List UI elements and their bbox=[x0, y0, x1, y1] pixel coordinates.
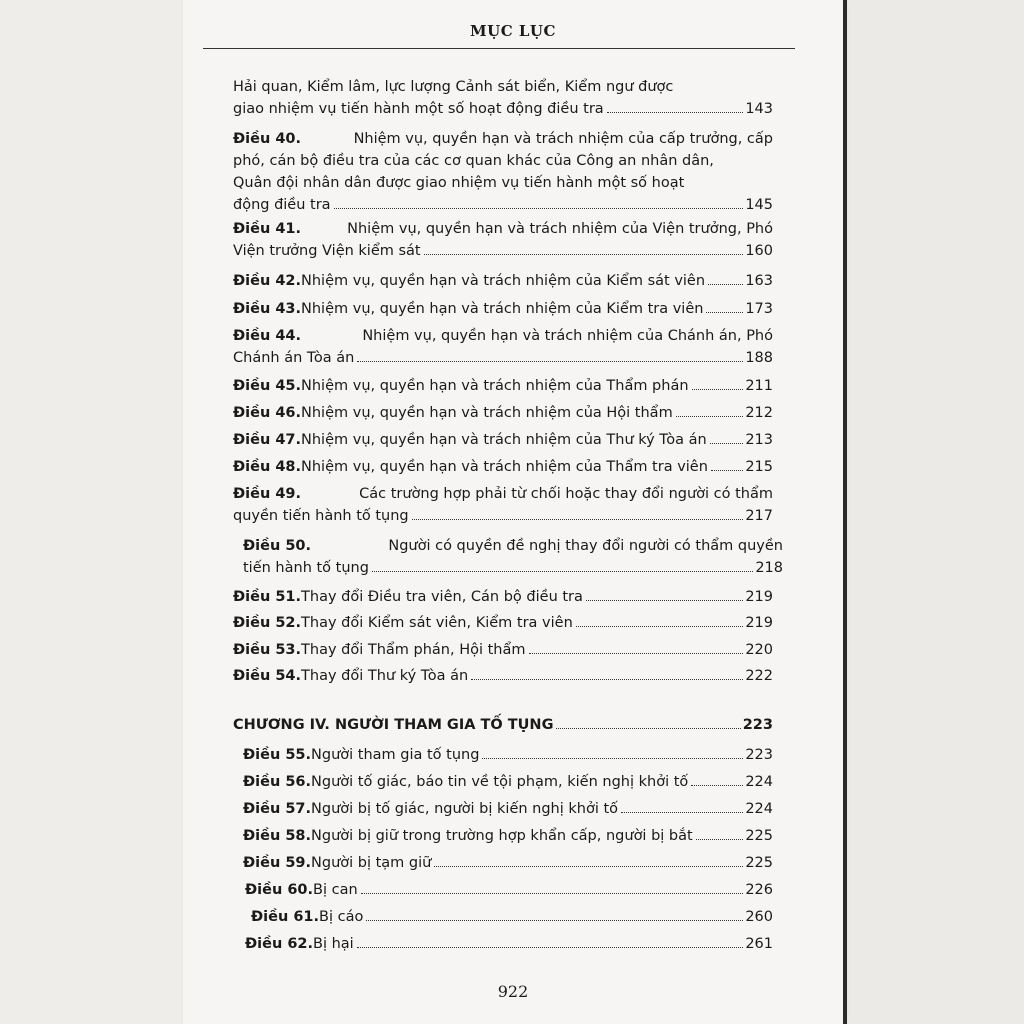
dot-leader bbox=[607, 112, 744, 113]
article-title: Nhiệm vụ, quyền hạn và trách nhiệm của Hội thẩm bbox=[301, 405, 673, 421]
article-label: Điều 61. bbox=[251, 909, 320, 925]
header-rule bbox=[203, 48, 795, 49]
toc-entry-line bbox=[243, 825, 773, 847]
toc-entry-line bbox=[233, 456, 773, 478]
toc-entry-line bbox=[233, 128, 773, 150]
page-ref: 225 bbox=[745, 828, 773, 844]
article-title: Người bị giữ trong trường hợp khẩn cấp, người bị bắt bbox=[311, 828, 693, 844]
article-title: động điều tra bbox=[233, 197, 331, 213]
article-title: Nhiệm vụ, quyền hạn và trách nhiệm của Thẩm tra viên bbox=[301, 459, 708, 475]
toc-entry-line bbox=[233, 483, 773, 505]
toc-entry-line bbox=[233, 505, 773, 527]
dot-leader bbox=[711, 470, 743, 471]
article-title: Nhiệm vụ, quyền hạn và trách nhiệm của Kiểm tra viên bbox=[301, 301, 704, 317]
page-ref: 225 bbox=[745, 855, 773, 871]
chapter-heading bbox=[233, 714, 773, 736]
dot-leader bbox=[556, 728, 740, 729]
page-ref: 226 bbox=[745, 882, 773, 898]
article-label: Điều 58. bbox=[243, 828, 312, 844]
dot-leader bbox=[366, 920, 743, 921]
toc-entry bbox=[233, 612, 773, 634]
toc-entry-line bbox=[233, 298, 773, 320]
page-ref: 219 bbox=[745, 589, 773, 605]
page-ref: 160 bbox=[745, 243, 773, 259]
article-label: Điều 42. bbox=[233, 273, 302, 289]
article-label: Điều 48. bbox=[233, 459, 302, 475]
page-ref: 173 bbox=[745, 301, 773, 317]
toc-entry-line bbox=[233, 429, 773, 451]
toc-entry bbox=[233, 429, 773, 451]
toc-entry bbox=[233, 375, 773, 397]
page-title: MỤC LỤC bbox=[470, 22, 556, 40]
toc-entry bbox=[233, 586, 773, 608]
toc-entry-line bbox=[233, 76, 773, 98]
article-label: Điều 44. bbox=[233, 328, 302, 344]
article-title: Nhiệm vụ, quyền hạn và trách nhiệm của Kiểm sát viên bbox=[301, 273, 706, 289]
dot-leader bbox=[692, 389, 744, 390]
dot-leader bbox=[361, 893, 744, 894]
article-title: Thay đổi Thư ký Tòa án bbox=[301, 668, 469, 684]
page-ref: 261 bbox=[745, 936, 773, 952]
toc-entry-line bbox=[245, 933, 773, 955]
toc-entry-line bbox=[243, 744, 773, 766]
toc-entry-line bbox=[243, 535, 783, 557]
article-title: Người tố giác, báo tin về tội phạm, kiến nghị khởi tố bbox=[311, 774, 689, 790]
article-label: Điều 50. bbox=[243, 538, 312, 554]
article-title: Các trường hợp phải từ chối hoặc thay đổi người có thẩm bbox=[359, 486, 773, 502]
dot-leader bbox=[708, 284, 743, 285]
toc-entry-line bbox=[233, 150, 773, 172]
toc-entry-line bbox=[233, 714, 773, 736]
article-label: Điều 45. bbox=[233, 378, 302, 394]
page-ref: 212 bbox=[745, 405, 773, 421]
toc-entry bbox=[243, 798, 773, 820]
page-ref: 145 bbox=[745, 197, 773, 213]
toc-entry-line bbox=[251, 906, 773, 928]
article-label: Điều 51. bbox=[233, 589, 302, 605]
page-ref: 143 bbox=[745, 101, 773, 117]
toc-entry-line bbox=[233, 375, 773, 397]
toc-entry-line bbox=[233, 98, 773, 120]
page-ref: 224 bbox=[745, 801, 773, 817]
toc-entry-line bbox=[233, 639, 773, 661]
article-title: Nhiệm vụ, quyền hạn và trách nhiệm của Thẩm phán bbox=[301, 378, 689, 394]
page-edge bbox=[843, 0, 847, 1024]
article-title: Quân đội nhân dân được giao nhiệm vụ tiến hành một số hoạt bbox=[233, 175, 685, 191]
page-ref: 213 bbox=[745, 432, 773, 448]
article-label: Điều 46. bbox=[233, 405, 302, 421]
toc-entry bbox=[243, 744, 773, 766]
toc-entry bbox=[233, 325, 773, 369]
dot-leader bbox=[424, 254, 744, 255]
page-ref: 188 bbox=[745, 350, 773, 366]
toc-entry bbox=[251, 906, 773, 928]
toc-entry bbox=[245, 933, 773, 955]
dot-leader bbox=[334, 208, 744, 209]
toc-entry-line bbox=[233, 194, 773, 216]
article-label: Điều 49. bbox=[233, 486, 302, 502]
article-label: Điều 54. bbox=[233, 668, 302, 684]
toc-entry-line bbox=[233, 172, 773, 194]
toc-entry bbox=[243, 535, 783, 579]
toc-entry bbox=[233, 483, 773, 527]
dot-leader bbox=[710, 443, 744, 444]
article-title: Bị hại bbox=[313, 936, 354, 952]
toc-entry-line bbox=[233, 325, 773, 347]
dot-leader bbox=[471, 679, 743, 680]
article-label: Điều 62. bbox=[245, 936, 314, 952]
article-label: Điều 57. bbox=[243, 801, 312, 817]
dot-leader bbox=[696, 839, 744, 840]
toc-entry-line bbox=[233, 218, 773, 240]
toc-entry bbox=[243, 771, 773, 793]
toc-entry bbox=[243, 825, 773, 847]
article-label: Điều 41. bbox=[233, 221, 302, 237]
toc-entry bbox=[233, 298, 773, 320]
dot-leader bbox=[412, 519, 744, 520]
article-title: giao nhiệm vụ tiến hành một số hoạt động điều tra bbox=[233, 101, 604, 117]
article-title: Chánh án Tòa án bbox=[233, 350, 355, 366]
toc-entry-line bbox=[233, 612, 773, 634]
toc-entry bbox=[243, 852, 773, 874]
page-ref: 163 bbox=[745, 273, 773, 289]
dot-leader bbox=[434, 866, 743, 867]
page-ref: 220 bbox=[745, 642, 773, 658]
toc-entry-line bbox=[243, 852, 773, 874]
article-title: Thay đổi Kiểm sát viên, Kiểm tra viên bbox=[301, 615, 573, 631]
page-ref: 223 bbox=[742, 717, 773, 733]
article-title: tiến hành tố tụng bbox=[243, 560, 369, 576]
article-title: Nhiệm vụ, quyền hạn và trách nhiệm của Viện trưởng, Phó bbox=[347, 221, 773, 237]
article-label: Điều 55. bbox=[243, 747, 312, 763]
toc-entry-line bbox=[233, 586, 773, 608]
article-title: phó, cán bộ điều tra của các cơ quan khác của Công an nhân dân, bbox=[233, 153, 714, 169]
article-title: Bị can bbox=[313, 882, 358, 898]
dot-leader bbox=[576, 626, 744, 627]
article-title: Người bị tạm giữ bbox=[311, 855, 432, 871]
article-title: Người có quyền đề nghị thay đổi người có thẩm quyền bbox=[388, 538, 783, 554]
article-title: Nhiệm vụ, quyền hạn và trách nhiệm của Chánh án, Phó bbox=[362, 328, 773, 344]
dot-leader bbox=[706, 312, 743, 313]
article-title: Thay đổi Điều tra viên, Cán bộ điều tra bbox=[301, 589, 583, 605]
page-ref: 223 bbox=[745, 747, 773, 763]
page-ref: 217 bbox=[745, 508, 773, 524]
toc-entry bbox=[233, 218, 773, 262]
toc-entry-line bbox=[243, 557, 783, 579]
article-title: Người tham gia tố tụng bbox=[311, 747, 480, 763]
article-title: Hải quan, Kiểm lâm, lực lượng Cảnh sát biển, Kiểm ngư được bbox=[233, 79, 674, 95]
dot-leader bbox=[372, 571, 753, 572]
page-ref: 260 bbox=[745, 909, 773, 925]
dot-leader bbox=[676, 416, 744, 417]
toc-entry-line bbox=[245, 879, 773, 901]
toc-entry-line bbox=[243, 771, 773, 793]
toc-entry-line bbox=[243, 798, 773, 820]
book-page bbox=[183, 0, 843, 1024]
page-ref: 222 bbox=[745, 668, 773, 684]
dot-leader bbox=[621, 812, 743, 813]
article-label: Điều 40. bbox=[233, 131, 302, 147]
article-title: Viện trưởng Viện kiểm sát bbox=[233, 243, 421, 259]
dot-leader bbox=[691, 785, 743, 786]
article-label: Điều 52. bbox=[233, 615, 302, 631]
article-title: Người bị tố giác, người bị kiến nghị khởi tố bbox=[311, 801, 619, 817]
article-title: Nhiệm vụ, quyền hạn và trách nhiệm của cấp trưởng, cấp bbox=[353, 131, 773, 147]
article-title: Thay đổi Thẩm phán, Hội thẩm bbox=[301, 642, 526, 658]
page-number: 922 bbox=[497, 982, 529, 1001]
toc-entry bbox=[233, 128, 773, 216]
dot-leader bbox=[482, 758, 743, 759]
toc-entry bbox=[233, 639, 773, 661]
page-ref: 218 bbox=[755, 560, 783, 576]
toc-entry bbox=[233, 402, 773, 424]
article-title: quyền tiến hành tố tụng bbox=[233, 508, 409, 524]
page-ref: 219 bbox=[745, 615, 773, 631]
background-left bbox=[0, 0, 183, 1024]
toc-entry-line bbox=[233, 240, 773, 262]
article-title: Nhiệm vụ, quyền hạn và trách nhiệm của Thư ký Tòa án bbox=[301, 432, 707, 448]
toc-entry bbox=[233, 665, 773, 687]
page-ref: 211 bbox=[745, 378, 773, 394]
article-label: Điều 53. bbox=[233, 642, 302, 658]
article-title: Bị cáo bbox=[319, 909, 364, 925]
chapter-title: CHƯƠNG IV. NGƯỜI THAM GIA TỐ TỤNG bbox=[233, 717, 554, 733]
article-label: Điều 43. bbox=[233, 301, 302, 317]
page-ref: 224 bbox=[745, 774, 773, 790]
toc-entry-line bbox=[233, 347, 773, 369]
toc-entry-line bbox=[233, 402, 773, 424]
dot-leader bbox=[357, 361, 743, 362]
toc-entry bbox=[233, 456, 773, 478]
dot-leader bbox=[586, 600, 743, 601]
toc-entry-line bbox=[233, 270, 773, 292]
toc-entry bbox=[245, 879, 773, 901]
article-label: Điều 59. bbox=[243, 855, 312, 871]
dot-leader bbox=[529, 653, 744, 654]
toc-entry-line bbox=[233, 665, 773, 687]
article-label: Điều 60. bbox=[245, 882, 314, 898]
toc-entry bbox=[233, 270, 773, 292]
page-ref: 215 bbox=[745, 459, 773, 475]
article-label: Điều 56. bbox=[243, 774, 312, 790]
article-label: Điều 47. bbox=[233, 432, 302, 448]
toc-entry bbox=[233, 76, 773, 120]
dot-leader bbox=[357, 947, 744, 948]
